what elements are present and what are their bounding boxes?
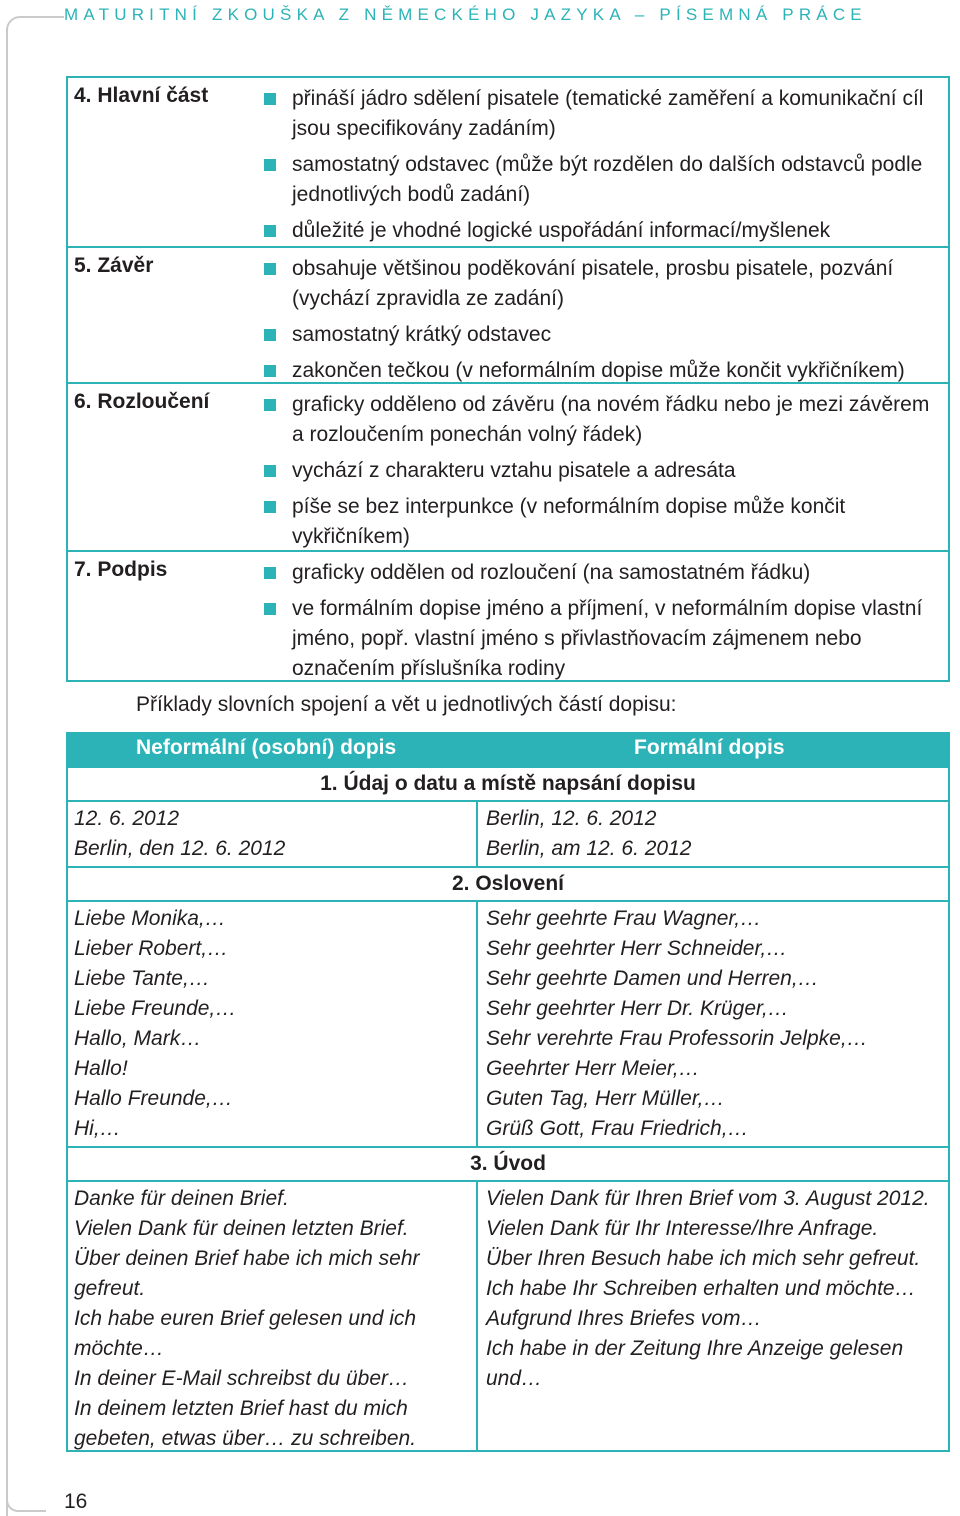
bullet-item: samostatný odstavec (může být rozdělen do dalších odstavců podle jednotlivých bodů zadání) xyxy=(264,150,944,210)
example-line: Ich habe euren Brief gelesen und ich möchte… xyxy=(74,1307,422,1360)
example-line: Hallo, Mark… xyxy=(74,1027,202,1050)
structure-row xyxy=(66,76,950,246)
bullet-item: graficky odděleno od závěru (na novém řádku nebo je mezi závěrem a rozloučením ponechán volný řádek) xyxy=(264,390,944,450)
section-name: 5. Závěr xyxy=(74,254,154,277)
structure-row xyxy=(66,246,950,382)
example-line: Sehr geehrter Herr Dr. Krüger,… xyxy=(486,997,789,1020)
section-body xyxy=(66,1182,950,1452)
square-bullet-icon xyxy=(264,365,276,377)
section-title: 3. Úvod xyxy=(66,1148,950,1182)
section-title: 1. Údaj o datu a místě napsání dopisu xyxy=(66,768,950,802)
page-number: 16 xyxy=(64,1490,88,1513)
page-frame-line xyxy=(6,16,64,1516)
section-name: 6. Rozloučení xyxy=(74,390,210,413)
bullet-item: přináší jádro sdělení pisatele (tematické zaměření a komunikační cíl jsou specifikovány zadáním) xyxy=(264,84,944,144)
example-line: Liebe Freunde,… xyxy=(74,997,237,1020)
example-line: In deinem letzten Brief hast du mich gebeten, etwas über… zu schreiben. xyxy=(74,1397,417,1450)
square-bullet-icon xyxy=(264,501,276,513)
square-bullet-icon xyxy=(264,329,276,341)
square-bullet-icon xyxy=(264,159,276,171)
example-line: Guten Tag, Herr Müller,… xyxy=(486,1087,725,1110)
column-header-informal: Neformální (osobní) dopis xyxy=(136,736,397,759)
square-bullet-icon xyxy=(264,567,276,579)
examples-table xyxy=(66,732,950,1452)
example-line: Danke für deinen Brief. xyxy=(74,1187,289,1210)
bullet-item: důležité je vhodné logické uspořádání informací/myšlenek xyxy=(264,216,944,246)
section-title: 2. Oslovení xyxy=(66,868,950,902)
section-body xyxy=(66,802,950,868)
bullet-list xyxy=(264,384,948,556)
bullet-item: vychází z charakteru vztahu pisatele a adresáta xyxy=(264,456,944,486)
page-frame-corner xyxy=(6,1494,46,1512)
formal-column xyxy=(478,802,948,866)
examples-heading: Příklady slovních spojení a vět u jednotlivých částí dopisu: xyxy=(136,693,677,716)
bullet-item: samostatný krátký odstavec xyxy=(264,320,944,350)
square-bullet-icon xyxy=(264,93,276,105)
example-line: Berlin, 12. 6. 2012 xyxy=(486,807,657,830)
bullet-list xyxy=(264,248,948,390)
bullet-item: ve formálním dopise jméno a příjmení, v neformálním dopise vlastní jméno, popř. vlastní jméno s přivlastňovacím zájmenem nebo označením příslušníka rodiny xyxy=(264,594,944,684)
bullet-list xyxy=(264,552,948,688)
example-line: Über deinen Brief habe ich mich sehr gefreut. xyxy=(74,1247,426,1300)
page-header: MATURITNÍ ZKOUŠKA Z NĚMECKÉHO JAZYKA – PÍSEMNÁ PRÁCE xyxy=(64,5,867,24)
example-line: In deiner E-Mail schreibst du über… xyxy=(74,1367,409,1390)
bullet-item: píše se bez interpunkce (v neformálním dopise může končit vykřičníkem) xyxy=(264,492,944,552)
square-bullet-icon xyxy=(264,225,276,237)
informal-column xyxy=(68,1182,478,1450)
example-line: Lieber Robert,… xyxy=(74,937,229,960)
square-bullet-icon xyxy=(264,465,276,477)
example-line: Sehr geehrter Herr Schneider,… xyxy=(486,937,788,960)
example-line: Geehrter Herr Meier,… xyxy=(486,1057,700,1080)
example-line: Hallo! xyxy=(74,1057,128,1080)
square-bullet-icon xyxy=(264,263,276,275)
bullet-item: graficky oddělen od rozloučení (na samostatném řádku) xyxy=(264,558,944,588)
square-bullet-icon xyxy=(264,399,276,411)
example-line: 12. 6. 2012 xyxy=(74,807,180,830)
example-line: Hi,… xyxy=(74,1117,121,1140)
example-line: Hallo Freunde,… xyxy=(74,1087,233,1110)
example-line: Vielen Dank für deinen letzten Brief. xyxy=(74,1217,409,1240)
example-line: Aufgrund Ihres Briefes vom… xyxy=(486,1307,762,1330)
example-line: Ich habe in der Zeitung Ihre Anzeige gelesen und… xyxy=(486,1337,910,1390)
example-line: Ich habe Ihr Schreiben erhalten und möchte… xyxy=(486,1277,916,1300)
examples-table-header xyxy=(66,732,950,768)
example-line: Vielen Dank für Ihren Brief vom 3. August 2012. xyxy=(486,1187,930,1210)
bullet-item: obsahuje většinou poděkování pisatele, prosbu pisatele, pozvání (vychází zpravidla ze zadání) xyxy=(264,254,944,314)
column-header-formal: Formální dopis xyxy=(634,736,785,759)
structure-row xyxy=(66,382,950,550)
bullet-list xyxy=(264,78,948,250)
example-line: Über Ihren Besuch habe ich mich sehr gefreut. xyxy=(486,1247,921,1270)
formal-column xyxy=(478,1182,948,1450)
formal-column xyxy=(478,902,948,1146)
example-line: Sehr geehrte Frau Wagner,… xyxy=(486,907,762,930)
example-line: Berlin, am 12. 6. 2012 xyxy=(486,837,692,860)
example-line: Liebe Tante,… xyxy=(74,967,210,990)
structure-row xyxy=(66,550,950,682)
section-body xyxy=(66,902,950,1148)
example-line: Liebe Monika,… xyxy=(74,907,226,930)
example-line: Berlin, den 12. 6. 2012 xyxy=(74,837,286,860)
section-name: 7. Podpis xyxy=(74,558,168,581)
square-bullet-icon xyxy=(264,603,276,615)
bullet-item: zakončen tečkou (v neformálním dopise může končit vykřičníkem) xyxy=(264,356,944,386)
letter-structure-table xyxy=(66,76,950,682)
example-line: Grüß Gott, Frau Friedrich,… xyxy=(486,1117,749,1140)
section-name: 4. Hlavní část xyxy=(74,84,209,107)
informal-column xyxy=(68,802,478,866)
example-line: Vielen Dank für Ihr Interesse/Ihre Anfrage. xyxy=(486,1217,879,1240)
informal-column xyxy=(68,902,478,1146)
example-line: Sehr geehrte Damen und Herren,… xyxy=(486,967,819,990)
example-line: Sehr verehrte Frau Professorin Jelpke,… xyxy=(486,1027,868,1050)
